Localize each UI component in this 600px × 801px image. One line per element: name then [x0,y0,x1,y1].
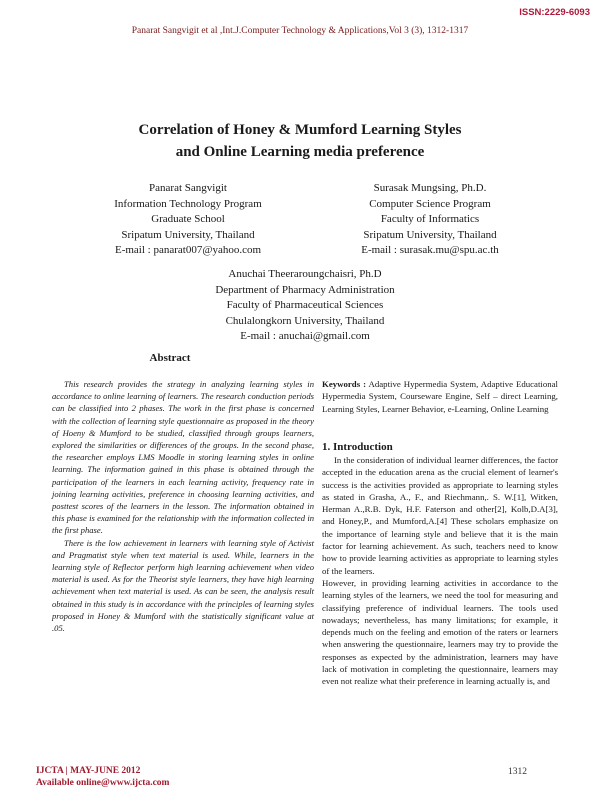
author-university: Sripatum University, Thailand [363,228,497,241]
author-university: Sripatum University, Thailand [121,228,255,241]
author-faculty: Faculty of Pharmaceutical Sciences [226,299,384,311]
issn-label: ISSN:2229-6093 [519,7,590,18]
intro-paragraph-1: In the consideration of individual learner differences, the factor accepted in the education arena as the crucial element of learner's success is the activities provided as appropriate to learning styles as stated in Grasha, A., F., and Riechmann,. S. W.[1], Witken, Herman A.,R.B. Dyk, H.F. Faterson and other[2], Kolb,D.A[3], and Honey,P., and Mumford,A.[4] These scholars emphasize on the importance of learning style and believe that it is the main factor for learning achievement. As such, teachers need to know how to provide learning activities as appropriate to learning styles of the learners. [322,455,558,576]
paper-title-line-1: Correlation of Honey & Mumford Learning Styles [138,122,462,138]
author-program: Computer Science Program [369,197,491,210]
author-unit: Faculty of Informatics [380,213,480,225]
abstract-heading: Abstract [149,352,191,364]
footer-journal [36,765,169,789]
author-email: E-mail : surasak.mu@spu.ac.th [361,244,499,256]
author-name: Anuchai Theeraroungchaisri, Ph.D [228,268,382,280]
section-heading-introduction: 1. Introduction [322,441,393,453]
introduction-body [322,454,558,688]
author-name: Panarat Sangvigit [149,182,227,194]
paper-title [0,119,600,163]
abstract-paragraph-2: There is the low achievement in learners with learning style of Activist and Pragmatist style when text material is used. While, learners in the learning style of Reflector perform high learning achievement when video material is used. As for the Theorist style learners, they have high learning achievement when text material is used. As can be seen, the analysis result obtained in this study is in accordance with the principles of learning styles proposed in Honey & Mumford with the statistically significant value at .05. [52,537,314,634]
paper-title-line-2: and Online Learning media preference [175,144,425,160]
author-block-2 [330,181,530,259]
abstract-paragraph-1: This research provides the strategy in analyzing learning styles in accordance to online learning of learners. The research conduction periods can be classified into 2 phases. The work in the first phase is concerned with the collection of learning style questionnaire as proposed in the theory of Hoeny & Mumford to be studied, classified through groups learners, explored the similarities or differences of the groups. In the second phase, the researcher employs LMS Moodle in storing learning styles in online learning. The information gained in this phase is obtained through the participation of the learners in each learning activity, frequency rate in joining learning activities, preference in choosing learning activities, and posttest scores of the learners in the lesson. The information obtained in this phase is examined for the relationship with the information collected in the first phase. [52,379,314,536]
author-name: Surasak Mungsing, Ph.D. [373,182,487,194]
keywords-text: Adaptive Hypermedia System, Adaptive Educational Hypermedia System, Courseware Engine, Self – direct Learning, Learning Styles, Learner Behavior, e-Learning, Online Learning [322,379,558,414]
keywords [322,378,558,415]
abstract-body [52,378,314,634]
author-university: Chulalongkorn University, Thailand [225,314,385,327]
author-block-3 [180,267,430,345]
author-email: E-mail : anuchai@gmail.com [240,330,370,342]
footer-journal-issue: IJCTA | MAY-JUNE 2012 [36,766,141,776]
page-number: 1312 [508,767,527,777]
author-department: Department of Pharmacy Administration [215,283,395,296]
keywords-label: Keywords : [322,379,367,389]
running-head: Panarat Sangvigit et al ,Int.J.Computer Technology & Applications,Vol 3 (3), 1312-1317 [131,26,469,36]
footer-available-online: Available online@www.ijcta.com [36,778,170,788]
author-block-1 [88,181,288,259]
author-unit: Graduate School [151,213,225,225]
intro-paragraph-2: However, in providing learning activities in accordance to the learning styles of the learners, we need the tool for measuring and classifying preference of individual learners. The tools used nowadays; nevertheless, has many limitations; for example, it depends much on the feeling and emotion of the raters or learners when answering the questionnaire, learners may try to provide the responses as expected by the administration, learners may have lack of motivation in completing the questionnaire, learners may even not realize what their preference in learning actually is, and [322,577,558,687]
author-email: E-mail : panarat007@yahoo.com [114,244,262,256]
author-program: Information Technology Program [114,197,262,210]
